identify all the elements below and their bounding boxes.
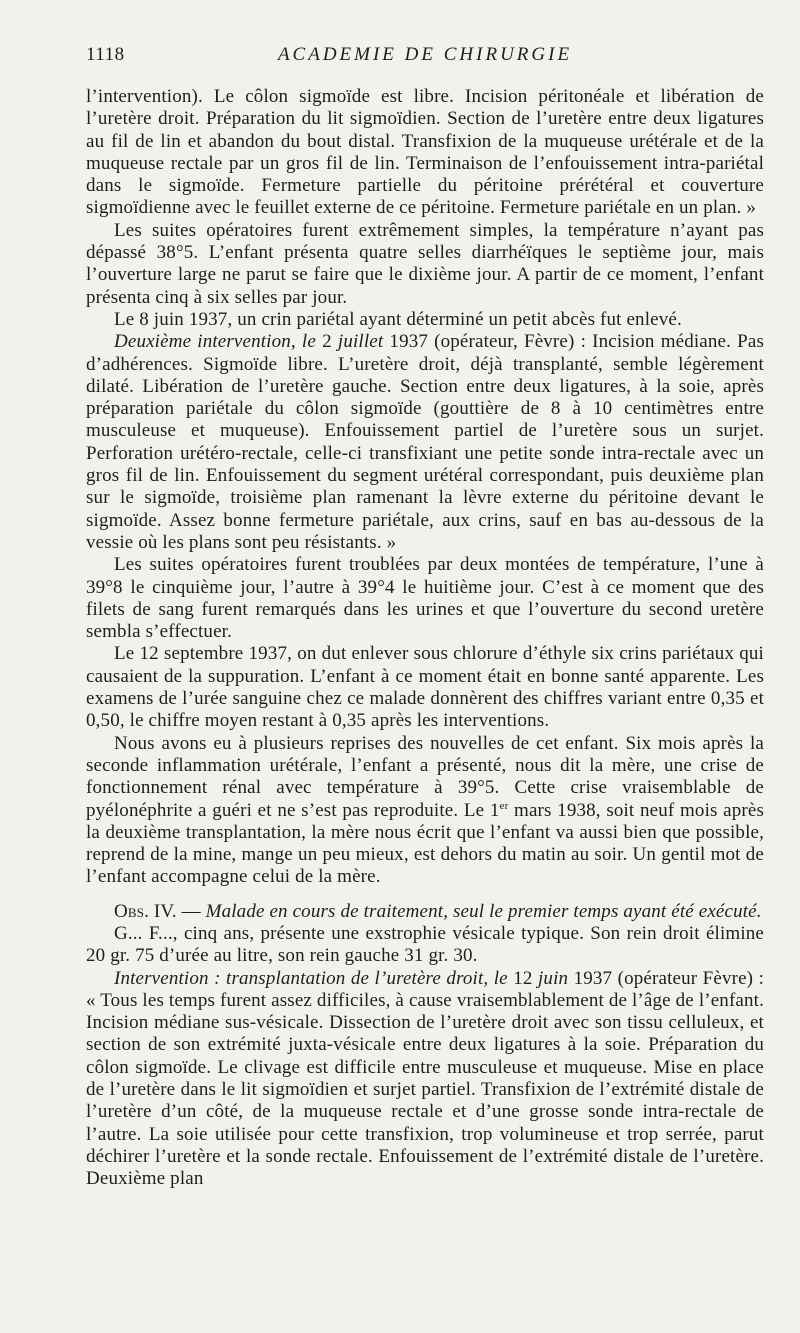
- paragraph-patient: G... F..., cinq ans, présente une exstrophie vésicale typique. Son rein droit élimine 20 gr. 75 d’urée au litre, son rein gauche 31 gr. 30.: [86, 922, 764, 967]
- news-text-a: Nous avons eu à plusieurs reprises des nouvelles de cet enfant. Six mois après la seconde inflammation urétérale, l’enfant a présenté, nous dit la mère, une crise de fonctionnement rénal avec température à 39°5. Cette crise vraisemblable de pyélonéphrite a guéri et ne s’est pas reproduite. Le 1: [86, 732, 764, 821]
- observation-label: Obs. IV.: [114, 900, 177, 922]
- second-intervention-lead: Deuxième intervention, le: [114, 331, 316, 353]
- observation-heading: [86, 901, 764, 923]
- ordinal-superscript: er: [499, 799, 509, 812]
- observation-title: Malade en cours de traitement, seul le premier temps ayant été exécuté.: [205, 900, 762, 922]
- second-intervention-day: 2: [322, 331, 332, 353]
- running-title: ACADEMIE DE CHIRURGIE: [277, 44, 573, 65]
- second-intervention-text: 1937 (opérateur, Fèvre) : Incision médiane. Pas d’adhérences. Sigmoïde libre. L’uretère droit, déjà transplanté, semble légèrement dilaté. Libération de l’uretère gauche. Section entre deux ligatures, à la soie, après préparation pariétale du côlon sigmoïde (gouttière de 8 à 10 centimètres entre musculeuse et muqueuse). Enfouissement partiel de l’uretère sous un surjet. Perforation urétéro-rectale, celle-ci transfixiant une petite sonde intra-rectale avec un gros fil de lin. Enfouissement du segment urétéral correspondant, puis deuxième plan sur le sigmoïde, troisième plan ramenant la lèvre externe du péritoine devant le sigmoïde. Assez bonne fermeture pariétale, aux crins, sauf en bas au-dessous de la vessie où les plans sont peu résistants. »: [86, 331, 764, 553]
- transplantation-day: 12: [513, 967, 533, 989]
- paragraph-fever: Les suites opératoires furent troublées par deux montées de température, l’une à 39°8 le cinquième jour, l’autre à 39°4 le huitième jour. C’est à ce moment que des filets de sang furent remarqués dans les urines et que l’ouverture du second uretère sembla s’effectuer.: [86, 554, 764, 643]
- transplantation-lead: Intervention : transplantation de l’uretère droit, le: [114, 967, 508, 989]
- paragraph-transplantation: [86, 968, 764, 1191]
- transplantation-month: juin: [537, 967, 569, 989]
- paragraph-continuation: l’intervention). Le côlon sigmoïde est libre. Incision péritonéale et libération de l’uretère droit. Préparation du lit sigmoïdien. Section de l’uretère entre deux ligatures au fil de lin et abandon du bout distal. Transfixion de la muqueuse urétérale et de la muqueuse rectale par un gros fil de lin. Terminaison de l’enfouissement intra-pariétal dans le sigmoïde. Fermeture partielle du péritoine prérétéral et couverture sigmoïdienne avec le feuillet externe de ce péritoine. Fermeture pariétale en un plan. »: [86, 86, 764, 219]
- second-intervention-month: juillet: [337, 331, 384, 353]
- body-text: [86, 86, 764, 1191]
- paragraph-news: [86, 733, 764, 889]
- page-number: 1118: [86, 44, 125, 65]
- paragraph-second-intervention: [86, 331, 764, 554]
- paragraph-postop: Les suites opératoires furent extrêmement simples, la température n’ayant pas dépassé 38°5. L’enfant présenta quatre selles diarrhéïques le septième jour, mais l’ouverture large ne parut se faire que le dixième jour. A partir de ce moment, l’enfant présenta cinq à six selles par jour.: [86, 219, 764, 308]
- news-text-b: mars 1938, soit neuf mois après la deuxième transplantation, la mère nous écrit que l’enfant va aussi bien que possible, reprend de la mine, mange un peu mieux, est dehors du matin au soir. Un gentil mot de l’enfant accompagne celui de la mère.: [86, 799, 765, 888]
- page-header: [86, 44, 764, 70]
- observation-dash: —: [176, 900, 206, 922]
- paragraph-crin: Le 8 juin 1937, un crin pariétal ayant déterminé un petit abcès fut enlevé.: [114, 308, 682, 330]
- paragraph-september: Le 12 septembre 1937, on dut enlever sous chlorure d’éthyle six crins pariétaux qui causaient de la suppuration. L’enfant à ce moment était en bonne santé apparente. Les examens de l’urée sanguine chez ce malade donnèrent des chiffres variant entre 0,35 et 0,50, le chiffre moyen restant à 0,35 après les interventions.: [86, 643, 764, 732]
- transplantation-text: 1937 (opérateur Fèvre) : « Tous les temps furent assez difficiles, à cause vraisemblablement de l’âge de l’enfant. Incision médiane sus-vésicale. Dissection de l’uretère droit avec son tissu celluleux, et section de son extrémité juxta-vésicale entre deux ligatures à la soie. Préparation du côlon sigmoïde. Le clivage est difficile entre musculeuse et muqueuse. Mise en place de l’uretère dans le lit sigmoïdien et surjet partiel. Transfixion de l’extrémité distale de l’uretère d’un côté, de la muqueuse rectale et d’une grosse sonde intra-rectale de l’autre. La soie utilisée pour cette transfixion, trop volumineuse et trop serrée, parut déchirer l’uretère et la sonde rectale. Enfouissement de l’extrémité distale de l’uretère. Deuxième plan: [86, 967, 765, 1190]
